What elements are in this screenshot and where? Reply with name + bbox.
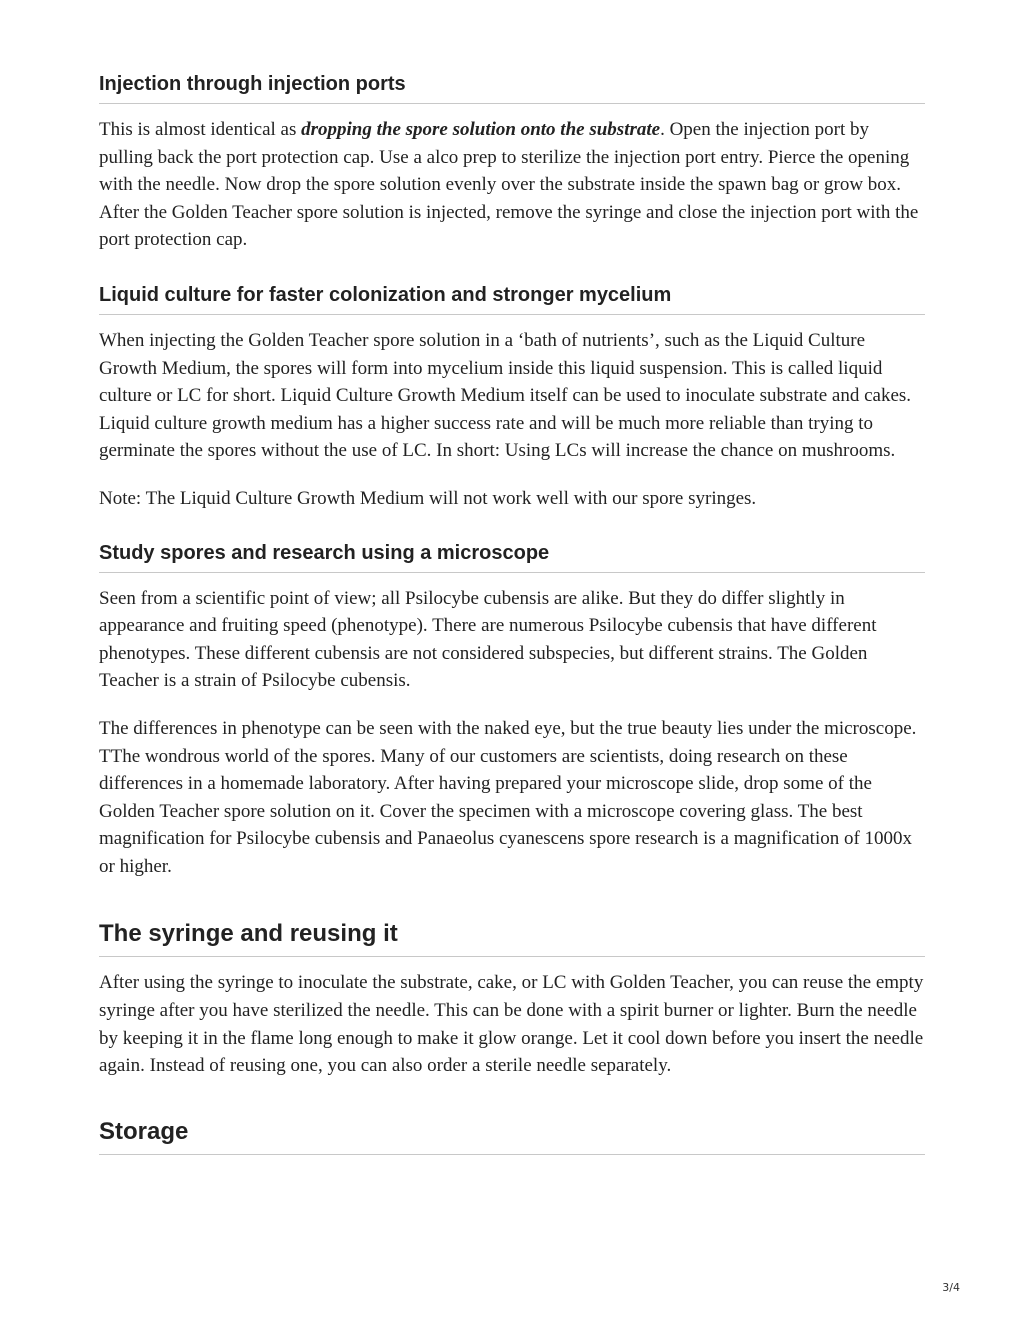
paragraph-scientific-view: Seen from a scientific point of view; all Psilocybe cubensis are alike. But they do differ slightly in appearance and fruiting speed (phenotype). There are numerous Psilocybe cubensis that have different phenotypes. These different cubensis are not considered subspecies, but different strains. The Golden Teacher is a strain of Psilocybe cubensis. bbox=[99, 587, 877, 692]
paragraph-note: Note: The Liquid Culture Growth Medium will not work well with our spore syringes. bbox=[99, 487, 757, 509]
paragraph-text: This is almost identical as bbox=[99, 119, 302, 140]
paragraph-text: . Open the injection port by pulling back the port protection cap. Use a alco prep to sterilize the injection port entry. Pierce the opening with the needle. Now drop the spore solution evenly over the substrate inside the spawn bag or grow box. After the Golden Teacher spore solution is injected, remove the syringe and close the injection port with the port protection cap. bbox=[99, 119, 919, 251]
paragraph-phenotype-differences: The differences in phenotype can be seen with the naked eye, but the true beauty lies under the microscope. TThe wondrous world of the spores. Many of our customers are scientists, doing research on these differences in a homemade laboratory. After having prepared your microscope slide, drop some of the Golden Teacher spore solution on it. Cover the specimen with a microscope covering glass. The best magnification for Psilocybe cubensis and Panaeolus cyanescens spore research is a magnification of 1000x or higher. bbox=[99, 717, 917, 877]
paragraph-liquid-culture: When injecting the Golden Teacher spore solution in a ‘bath of nutrients’, such as the Liquid Culture Growth Medium, the spores will form into mycelium inside this liquid suspension. This is called liquid culture or LC for short. Liquid Culture Growth Medium itself can be used to inoculate substrate and cakes. Liquid culture growth medium has a higher success rate and will be much more reliable than trying to germinate the spores without the use of LC. In short: Using LCs will increase the chance on mushrooms. bbox=[99, 329, 912, 462]
section-heading-injection-ports: Injection through injection ports bbox=[99, 72, 925, 104]
section-heading-microscope: Study spores and research using a microscope bbox=[99, 541, 925, 573]
section-heading-storage: Storage bbox=[99, 1118, 925, 1155]
document-content bbox=[99, 0, 925, 1155]
emphasized-text: dropping the spore solution onto the substrate bbox=[301, 119, 661, 140]
section-heading-syringe-reuse: The syringe and reusing it bbox=[99, 920, 925, 957]
paragraph-syringe-reuse: After using the syringe to inoculate the substrate, cake, or LC with Golden Teacher, you can reuse the empty syringe after you have sterilized the needle. This can be done with a spirit burner or lighter. Burn the needle by keeping it in the flame long enough to make it glow orange. Let it cool down before you insert the needle again. Instead of reusing one, you can also order a sterile needle separately. bbox=[99, 972, 924, 1077]
page-number: 3/4 bbox=[942, 1281, 960, 1294]
paragraph-injection-ports bbox=[99, 116, 925, 254]
section-heading-liquid-culture: Liquid culture for faster colonization and stronger mycelium bbox=[99, 283, 925, 315]
